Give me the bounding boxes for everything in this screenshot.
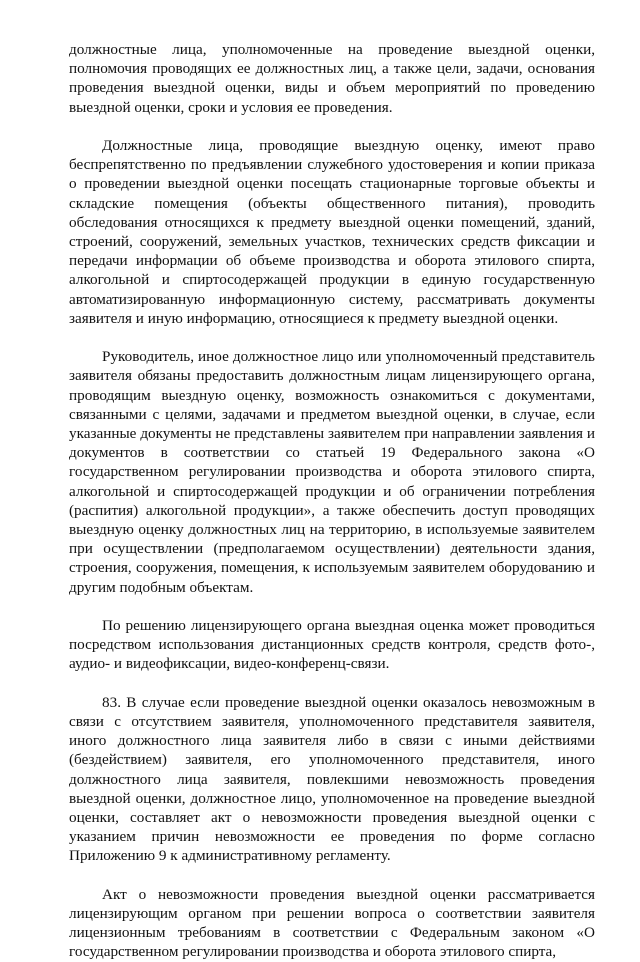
paragraph-act-consideration: Акт о невозможности проведения выездной оценки рассматривается лицензирующим органом при решении вопроса о соответствии заявителя лицензионным требованиям в соответствии с Федеральным законом «О государственном регулировании производства и оборота этилового спирта,	[69, 885, 595, 961]
paragraph-83-impossibility-act: 83. В случае если проведение выездной оценки оказалось невозможным в связи с отсутствием заявителя, уполномоченного представителя заявителя, иного должностного лица заявителя либо в связи с иными действиями (бездействием) заявителя, его уполномоченного представителя, иного должностного лица заявителя, повлекшими невозможность проведения выездной оценки, должностное лицо, уполномоченное на проведение выездной оценки, составляет акт о невозможности проведения выездной оценки с указанием причин невозможности ее проведения по форме согласно Приложению 9 к административному регламенту.	[69, 693, 595, 865]
paragraph-scope-of-assessment: должностные лица, уполномоченные на проведение выездной оценки, полномочия проводящих ее должностных лиц, а также цели, задачи, основания проведения выездной оценки, виды и объем мероприятий по проведению выездной оценки, сроки и условия ее проведения.	[69, 41, 595, 116]
paragraph-officials-rights: Должностные лица, проводящие выездную оценку, имеют право беспрепятственно по предъявлении служебного удостоверения и копии приказа о проведении выездной оценки посещать стационарные торговые объекты и складские помещения (объекты общественного питания), проводить обследования относящихся к предмету выездной оценки помещений, зданий, строений, сооружений, земельных участков, технических средств фиксации и передачи информации об объеме производства и оборота этилового спирта, алкогольной и спиртосодержащей продукции в единую государственную автоматизированную информационную систему, рассматривать документы заявителя и иную информацию, относящиеся к предмету выездной оценки.	[69, 137, 595, 327]
paragraph-remote-assessment: По решению лицензирующего органа выездная оценка может проводиться посредством использования дистанционных средств контроля, средств фото-, аудио- и видеофиксации, видео-конференц-связи.	[69, 617, 595, 673]
paragraph-applicant-obligations: Руководитель, иное должностное лицо или уполномоченный представитель заявителя обязаны предоставить должностным лицам лицензирующего органа, проводящим выездную оценку, возможность ознакомиться с документами, связанными с целями, задачами и предметом выездной оценки, в случае, если указанные документы не представлены заявителем при направлении заявления и документов в соответствии со статьей 19 Федерального закона «О государственном регулировании производства и оборота этилового спирта, алкогольной и спиртосодержащей продукции и об ограничении потребления (распития) алкогольной продукции», а также обеспечить доступ проводящих выездную оценку должностных лиц на территорию, в используемые заявителем при осуществлении (предполагаемом осуществлении) деятельности здания, строения, сооружения, помещения, к используемым заявителем оборудованию и другим подобным объектам.	[69, 348, 595, 596]
